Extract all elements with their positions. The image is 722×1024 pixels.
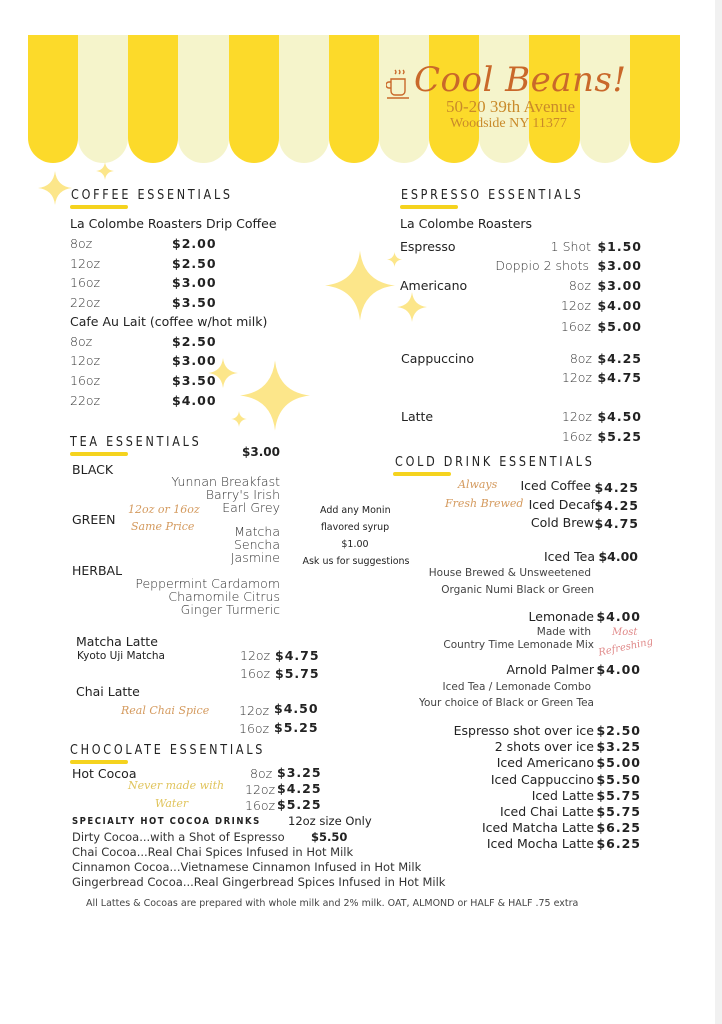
drink-desc: Country Time Lemonade Mix	[443, 639, 594, 651]
drink-name: Iced Americano	[496, 755, 594, 771]
drink-name: 2 shots over ice	[494, 739, 594, 755]
size-label: 16oz	[70, 373, 101, 388]
awning-stripe	[329, 35, 379, 163]
heading-underline	[70, 760, 128, 764]
coffee-cup-icon	[386, 68, 412, 102]
drink-name: Espresso shot over ice	[453, 723, 594, 738]
tea-category: GREEN	[72, 512, 116, 527]
size-label: 8oz	[70, 236, 93, 251]
tea-name: Sencha	[233, 537, 280, 552]
sparkle-icon	[325, 248, 395, 323]
specialty-item: Cinnamon Cocoa...Vietnamese Cinnamon Infused in Hot Milk	[72, 860, 422, 874]
heading-underline	[393, 472, 451, 476]
syrup-price: $1.00	[341, 539, 369, 550]
syrup-note: Add any Monin	[320, 505, 391, 516]
size-label: 22oz	[70, 295, 101, 310]
size-label: 12oz	[239, 703, 270, 718]
size-label: 12oz	[560, 298, 591, 313]
chai-latte-name: Chai Latte	[76, 684, 140, 699]
script-note: Refreshing	[597, 636, 655, 659]
page-edge-strip	[715, 0, 722, 1024]
drink-name: Lemonade	[528, 609, 594, 624]
hot-cocoa-name: Hot Cocoa	[72, 766, 137, 781]
tea-category: BLACK	[72, 462, 114, 477]
price: $4.00	[596, 662, 641, 677]
matcha-latte-sub: Kyoto Uji Matcha	[77, 650, 165, 662]
awning-stripe	[178, 35, 228, 163]
item-name: Americano	[400, 278, 468, 293]
price: $5.25	[277, 797, 322, 812]
script-note: Water	[155, 797, 189, 810]
specialty-price: $5.50	[311, 830, 348, 844]
price: $5.25	[597, 429, 642, 444]
price: $3.25	[277, 765, 322, 780]
drink-name: Iced Cappuccino	[490, 771, 594, 787]
tea-name: Barry's Irish	[205, 487, 280, 502]
item-name: Latte	[401, 409, 434, 424]
sparkle-icon	[231, 411, 247, 427]
matcha-latte-name: Matcha Latte	[76, 634, 158, 649]
price: $5.00	[597, 319, 642, 334]
item-name: Espresso	[400, 239, 456, 254]
price: $3.50	[172, 373, 217, 388]
syrup-note: Ask us for suggestions	[302, 556, 410, 567]
awning-stripe	[630, 35, 680, 163]
chocolate-heading: CHOCOLATE ESSENTIALS	[70, 742, 266, 758]
size-label: 8oz	[70, 334, 93, 349]
price: $2.50	[172, 256, 217, 271]
price: $4.75	[597, 370, 642, 385]
brand-address: 50-20 39th Avenue	[446, 97, 576, 116]
drink-desc: Organic Numi Black or Green	[441, 584, 594, 596]
size-label: 12oz	[240, 648, 271, 663]
script-note: 12oz or 16oz	[128, 503, 200, 516]
sparkle-icon	[397, 292, 427, 322]
price: $4.00	[597, 298, 642, 313]
tea-category: HERBAL	[72, 563, 123, 578]
tea-name: Jasmine	[230, 550, 280, 565]
price: $2.50	[172, 334, 217, 349]
specialty-item: Chai Cocoa...Real Chai Spices Infused in Hot Milk	[72, 845, 354, 859]
size-label: 12oz	[561, 370, 592, 385]
espresso-heading: ESPRESSO ESSENTIALS	[401, 187, 584, 203]
drink-desc: Made with	[536, 626, 591, 638]
price: $4.75	[594, 516, 639, 531]
price: $2.00	[172, 236, 217, 251]
espresso-roaster: La Colombe Roasters	[400, 216, 533, 231]
price: $5.00	[596, 755, 641, 771]
price: $4.25	[594, 498, 639, 513]
drink-name: Iced Coffee	[520, 478, 591, 493]
awning-stripe	[78, 35, 128, 163]
price: $3.50	[172, 295, 217, 310]
price: $4.25	[594, 480, 639, 495]
price: $3.25	[596, 739, 641, 755]
drink-name: Iced Mocha Latte	[486, 836, 594, 852]
awning-stripe	[229, 35, 279, 163]
item-name: Cappuccino	[401, 351, 474, 366]
price: $5.75	[596, 804, 641, 819]
size-label: 22oz	[70, 393, 101, 408]
specialty-size-note: 12oz size Only	[288, 814, 372, 828]
drink-name: Iced Latte	[531, 787, 594, 803]
awning-stripe	[279, 35, 329, 163]
size-label: 16oz	[560, 319, 591, 334]
size-label: 16oz	[240, 666, 271, 681]
cold-drink-heading: COLD DRINK ESSENTIALS	[395, 454, 595, 470]
script-note: Same Price	[131, 520, 195, 533]
heading-underline	[70, 452, 128, 456]
size-label: 8oz	[250, 766, 273, 781]
size-label: 12oz	[245, 782, 276, 797]
drink-name: Iced Decaf	[528, 497, 595, 512]
size-label: 12oz	[70, 353, 101, 368]
sparkle-icon	[240, 358, 310, 433]
size-label: 12oz	[70, 256, 101, 271]
price: $4.00	[172, 393, 217, 408]
awning-stripe	[28, 35, 78, 163]
price: $6.25	[596, 820, 641, 836]
price: $5.50	[596, 771, 641, 787]
price: $4.50	[274, 701, 319, 716]
size-label: 16oz	[245, 798, 276, 813]
price: $3.00	[597, 278, 642, 293]
heading-underline	[70, 205, 128, 209]
drink-desc: Your choice of Black or Green Tea	[418, 697, 594, 709]
footer-note: All Lattes & Cocoas are prepared with whole milk and 2% milk. OAT, ALMOND or HALF & HALF .75 extra	[86, 898, 579, 909]
script-note: Most	[612, 627, 638, 638]
sparkle-icon	[387, 252, 402, 267]
awning-stripe	[128, 35, 178, 163]
size-label: 8oz	[568, 278, 591, 293]
size-label: 16oz	[239, 721, 270, 736]
drink-name: Iced Matcha Latte	[481, 820, 594, 836]
tea-name: Ginger Turmeric	[180, 602, 280, 617]
sparkle-icon	[96, 162, 114, 180]
tea-name: Earl Grey	[222, 500, 280, 515]
price: $4.25	[597, 351, 642, 366]
tea-name: Peppermint Cardamom	[135, 576, 280, 591]
drink-name: Arnold Palmer	[506, 662, 594, 677]
price: $4.25	[277, 781, 322, 796]
price: $5.25	[274, 720, 319, 735]
specialty-item: Dirty Cocoa...with a Shot of Espresso	[72, 830, 285, 844]
cafe-au-lait-title: Cafe Au Lait (coffee w/hot milk)	[70, 314, 268, 329]
price: $2.50	[596, 723, 641, 738]
tea-name: Chamomile Citrus	[168, 589, 280, 604]
drip-coffee-title: La Colombe Roasters Drip Coffee	[70, 216, 277, 231]
price: $4.50	[597, 409, 642, 424]
script-note: Fresh Brewed	[445, 497, 524, 510]
size-label: Doppio 2 shots	[495, 258, 589, 273]
brand-city: Woodside NY 11377	[450, 116, 567, 131]
price: $6.25	[596, 836, 641, 852]
price: $3.00	[597, 258, 642, 273]
specialty-heading: SPECIALTY HOT COCOA DRINKS	[72, 816, 261, 827]
coffee-heading: COFFEE ESSENTIALS	[71, 187, 233, 203]
sparkle-icon	[38, 165, 72, 211]
script-note: Never made with	[128, 779, 225, 792]
price: $4.00	[598, 549, 638, 564]
drink-name: Iced Tea	[543, 549, 595, 564]
price: $5.75	[275, 666, 320, 681]
tea-heading: TEA ESSENTIALS	[70, 434, 202, 450]
script-note: Always	[458, 478, 498, 491]
tea-name: Yunnan Breakfast	[171, 474, 280, 489]
size-label: 1 Shot	[550, 239, 591, 254]
size-label: 16oz	[70, 275, 101, 290]
tea-price: $3.00	[242, 445, 280, 459]
size-label: 16oz	[561, 429, 592, 444]
tea-name: Matcha	[234, 524, 280, 539]
size-label: 12oz	[561, 409, 592, 424]
price: $4.75	[275, 648, 320, 663]
drink-desc: House Brewed & Unsweetened	[428, 567, 591, 579]
drink-name: Iced Chai Latte	[499, 804, 594, 819]
price: $1.50	[597, 239, 642, 254]
syrup-note: flavored syrup	[320, 522, 390, 533]
drink-desc: Iced Tea / Lemonade Combo	[442, 681, 591, 693]
price: $5.75	[596, 787, 641, 803]
script-note: Real Chai Spice	[121, 704, 210, 717]
price: $3.00	[172, 353, 217, 368]
heading-underline	[400, 205, 458, 209]
price: $3.00	[172, 275, 217, 290]
brand-name: Cool Beans!	[414, 60, 627, 100]
specialty-item: Gingerbread Cocoa...Real Gingerbread Spices Infused in Hot Milk	[72, 875, 446, 889]
price: $4.00	[596, 609, 641, 624]
drink-name: Cold Brew	[530, 515, 594, 530]
size-label: 8oz	[569, 351, 592, 366]
